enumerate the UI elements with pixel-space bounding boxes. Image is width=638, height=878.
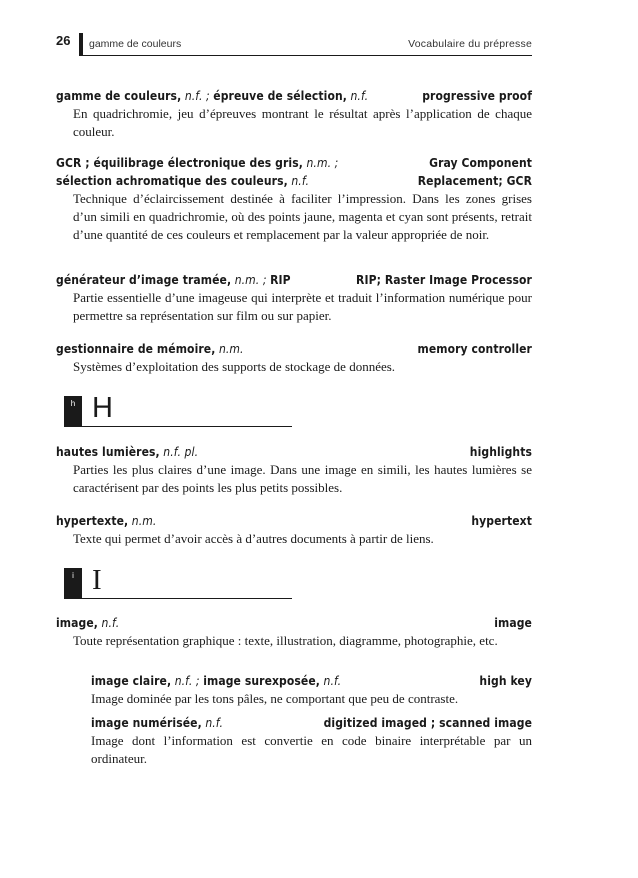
term-group [56,512,156,530]
definition: Image dont l’information est convertie en code binaire interprétable par un ordinateur. [91,733,532,766]
definition: Partie essentielle d’une imageuse qui interprète et traduit l’information numérique pour permettre sa représentation sur film ou sur papier. [73,290,532,323]
term: gestionnaire de mémoire, [56,342,216,356]
term: image claire, [91,674,172,688]
definition: En quadrichromie, jeu d’épreuves montrant le résultat après l’application de chaque couleur. [73,106,532,139]
english-equivalent: progressive proof [422,89,532,103]
english-equivalent: highlights [469,445,532,459]
term-group [56,172,309,190]
entry-heading [56,271,532,289]
grammar: n.f. [323,674,342,688]
term-group [56,614,119,632]
grammar: n.m. [131,514,157,528]
entry-heading [56,614,532,632]
term-synonym: image surexposée, [203,674,320,688]
grammar: n.f. ; [184,89,210,103]
subentry-image-claire [91,672,532,708]
definition: Technique d’éclaircissement destinée à faciliter l’impression. Dans les zones grises d’un simili en quadrichromie, où des points jaune, magenta et cyan sont présents, retrait d’une quantité de ces couleurs et remplacement par la valeur appropriée de noir. [73,191,532,242]
grammar: n.m. ; [234,273,267,287]
running-head-section: gamme de couleurs [89,38,182,50]
header-bar [79,33,83,55]
term: image numérisée, [91,716,202,730]
english-equivalent: memory controller [417,342,532,356]
grammar: n.m. ; [306,156,339,170]
english-equivalent: high key [479,674,532,688]
section-divider-h [64,392,292,427]
term-group [56,340,244,358]
section-letter: H [92,392,113,424]
subentry-image-numerisee [91,714,532,768]
header-rule [79,55,532,56]
entry-heading [91,672,532,690]
english-equivalent: Replacement; GCR [417,174,532,188]
grammar: n.f. [291,174,310,188]
term: image, [56,616,98,630]
english-equivalent: hypertext [471,514,532,528]
entry-heading [56,512,532,530]
definition: Toute représentation graphique : texte, illustration, diagramme, photographie, etc. [73,633,498,648]
term-group [91,672,341,690]
term: hypertexte, [56,514,129,528]
term-group [56,271,291,289]
entry-heading [56,87,532,105]
term-synonym: RIP [270,273,291,287]
definition: Systèmes d’exploitation des supports de stockage de données. [73,359,396,374]
entry-hypertexte [56,512,532,548]
grammar: n.f. ; [174,674,200,688]
entry-generateur-image-tramee [56,271,532,325]
english-equivalent: digitized imaged ; scanned image [323,716,532,730]
definition: Texte qui permet d’avoir accès à d’autres documents à partir de liens. [73,531,434,546]
section-letter: I [92,564,102,596]
term-group [91,714,223,732]
entry-heading [56,340,532,358]
term-synonym: sélection achromatique des couleurs, [56,174,288,188]
entry-gestionnaire-de-memoire [56,340,532,376]
section-letter-small: h [70,399,76,408]
term: hautes lumières, [56,445,160,459]
entry-heading [56,154,532,172]
running-header [56,33,532,57]
entry-hautes-lumieres [56,443,532,497]
term-group [56,87,368,105]
running-head-title: Vocabulaire du prépresse [408,38,532,50]
term-group [56,443,198,461]
entry-heading [91,714,532,732]
definition: Parties les plus claires d’une image. Dans une image en simili, les hautes lumières se caractérisent par des points les plus petits possibles. [73,462,532,495]
entry-heading [56,443,532,461]
entry-image [56,614,532,650]
grammar: n.f. [205,716,224,730]
term-synonym: épreuve de sélection, [213,89,347,103]
grammar: n.f. [101,616,120,630]
term: générateur d’image tramée, [56,273,232,287]
english-equivalent: RIP; Raster Image Processor [356,273,532,287]
section-divider-i [64,564,292,599]
term-group [56,154,338,172]
section-letter-small: i [72,571,74,580]
term: gamme de couleurs, [56,89,182,103]
entry-heading [56,172,532,190]
english-equivalent: Gray Component [429,156,532,170]
entry-gcr [56,154,532,243]
grammar: n.m. [218,342,244,356]
term: GCR ; équilibrage électronique des gris, [56,156,303,170]
definition: Image dominée par les tons pâles, ne comportant que peu de contraste. [91,691,459,706]
page-number: 26 [56,33,71,48]
grammar: n.f. [350,89,369,103]
entry-gamme-de-couleurs [56,87,532,141]
english-equivalent: image [494,616,532,630]
grammar: n.f. pl. [163,445,199,459]
